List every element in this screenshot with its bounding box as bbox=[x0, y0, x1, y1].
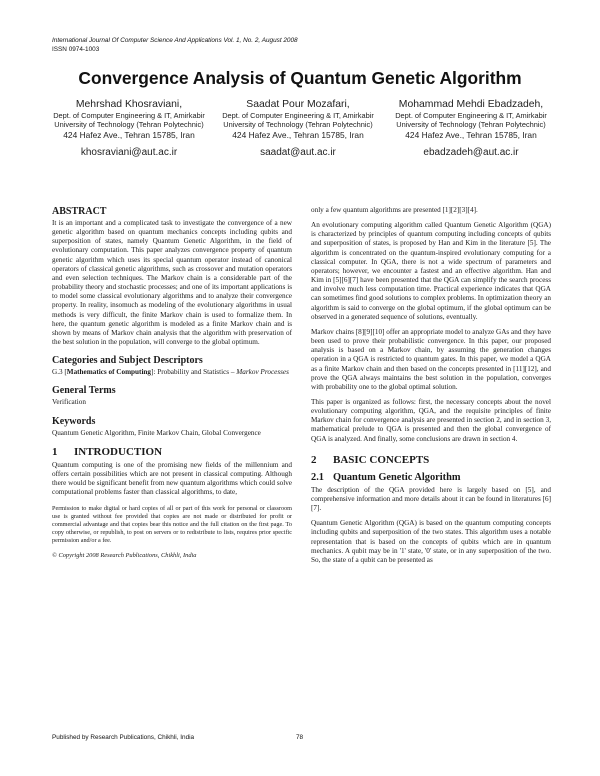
author-block bbox=[212, 98, 384, 159]
paragraph: Quantum Genetic Algorithm (QGA) is based on the quantum computing concepts including qubits and superposition of the two states. This algorithm uses a notable representation that is based on the concepts of qubits which are in quantum mechanics. A qubit may be in '1' state, '0' state, or in any superposition of the two. So, the state of a qubit can be presented as bbox=[311, 519, 551, 564]
footer-publisher: Published by Research Publications, Chikhli, India bbox=[52, 734, 195, 741]
right-column bbox=[311, 206, 551, 571]
journal-header: International Journal Of Computer Science And Applications Vol. 1, No. 2, August 2008 bbox=[52, 37, 298, 44]
author-address: 424 Hafez Ave., Tehran 15785, Iran bbox=[405, 130, 537, 140]
author-email: ebadzadeh@aut.ac.ir bbox=[423, 147, 519, 158]
paragraph: Markov chains [8][9][10] offer an appropriate model to analyze GAs and they have been used to prove their probabilistic convergence. In this paper, our proposed analysis is based on a Markov chain, by assuming the generation changes operation in a QGA is restricted to quantum gates. In this paper, we model a QGA as a finite Markov chain and then based on the concepts presented in [11][12], and prove the QGA always maintains the best solution in the population, converges with probability one to the global optimal solution. bbox=[311, 327, 551, 391]
author-block bbox=[43, 98, 215, 159]
left-column bbox=[52, 206, 292, 566]
subsection-2-1-heading: 2.1 Quantum Genetic Algorithm bbox=[311, 471, 461, 483]
keywords-text: Quantum Genetic Algorithm, Finite Markov Chain, Global Convergence bbox=[52, 428, 261, 437]
abstract-text: It is an important and a complicated task to investigate the convergence of a new genetic algorithm based on quantum mechanics concepts including qubits and superposition of states, namely Quantum Genetic Algorithm, in the field of evolutionary computation. This paper analyzes convergence property of quantum genetic algorithm which uses its special quantum operator instead of canonical operators of classical genetic algorithms, such as crossover and mutation operators and even selection techniques. The Markov chain is a considerable part of the probability theory and stochastic processes; and one of its important applications is to model some classical evolutionary algorithms and to analyze their convergence property. In reality, insomuch as modeling of the evolutionary algorithms in usual methods is very difficult, the finite Markov chain is used to formalize them. In here, the quantum genetic algorithm is modeled as a finite Markov chain and is shown by means of Markov chain analysis that the algorithm with preservation of the best solution in the population, will converge to the global optimum. bbox=[52, 219, 292, 347]
paper-title: Convergence Analysis of Quantum Genetic Algorithm bbox=[78, 68, 522, 88]
author-email: khosraviani@aut.ac.ir bbox=[80, 147, 178, 158]
general-terms-heading: General Terms bbox=[52, 385, 116, 397]
paragraph: The description of the QGA provided here is largely based on [5], and comprehensive information and more details about it can be found in literatures [6][7]. bbox=[311, 485, 551, 513]
abstract-heading: ABSTRACT bbox=[52, 206, 107, 217]
issn: ISSN 0974-1003 bbox=[52, 46, 100, 53]
categories-heading: Categories and Subject Descriptors bbox=[52, 355, 203, 367]
copyright-notice: © Copyright 2008 Research Publications, Chikhli, India bbox=[52, 552, 197, 560]
page-number: 78 bbox=[296, 734, 304, 741]
keywords-heading: Keywords bbox=[52, 415, 96, 427]
categories-text: G.3 [Mathematics of Computing]: Probability and Statistics – Markov Processes bbox=[52, 368, 289, 377]
paragraph: This paper is organized as follows: first, the necessary concepts about the novel evolutionary computing algorithm, QGA, and the requisite principles of finite Markov chain for convergence analysis are presented in section 2, and in section 3, mathematical prelude to QGA is presented and then the global convergence of QGA is analyzed. And finally, some conclusions are drawn in section 4. bbox=[311, 397, 551, 443]
author-block bbox=[385, 98, 557, 159]
author-name: Mohammad Mehdi Ebadzadeh, bbox=[398, 99, 544, 110]
permission-notice: Permission to make digital or hard copies of all or part of this work for personal or classroom use is granted without fee provided that copies are not made or distributed for profit or commercial advantage and that copies bear this notice and the full citation on the first page. To copy otherwise, or republish, to post on servers or to redistribute to lists, requires prior specific permission and/or a fee. bbox=[52, 505, 292, 545]
introduction-heading: 1 INTRODUCTION bbox=[52, 445, 163, 458]
author-address: 424 Hafez Ave., Tehran 15785, Iran bbox=[232, 130, 364, 140]
author-email: saadat@aut.ac.ir bbox=[260, 147, 336, 158]
paragraph: only a few quantum algorithms are presented [1][2][3][4]. bbox=[311, 206, 478, 214]
general-terms-text: Verification bbox=[52, 398, 86, 407]
introduction-text: Quantum computing is one of the promising new fields of the millennium and offers certain possibilities which are not present in classical computing. Although there would be significant benefit from new quantum algorithms which could solve computational problems faster than classical algorithms, to date, bbox=[52, 460, 292, 497]
author-affiliation: Dept. of Computer Engineering & IT, Amirkabir University of Technology (Tehran Polytechnic) bbox=[53, 111, 205, 129]
paragraph: An evolutionary computing algorithm called Quantum Genetic Algorithm (QGA) is characterized by principles of quantum computing including concepts of qubits and superposition of states, is proposed by Han and Kim in the literature [5]. The algorithm is concentrated on the quantum-inspired evolutionary computing for a classical computer. In QGA, there is not a wide spectrum of parameters and operators; however, we encounter a fastest and an effective algorithm. Han and Kim in [5][6][7] have been presented that the QGA can simplify the search process and involve much less computation time. Practical experience indicates that QGA can sometimes find good solutions to complex problems. In optimization theory an algorithm is said to converge on the global optimum, if the global optimum can be observed in a generated sequence of solutions, eventually. bbox=[311, 221, 551, 321]
author-affiliation: Dept. of Computer Engineering & IT, Amirkabir University of Technology (Tehran Polytechnic) bbox=[395, 111, 547, 129]
section-2-heading: 2 BASIC CONCEPTS bbox=[311, 453, 430, 466]
author-affiliation: Dept. of Computer Engineering & IT, Amirkabir University of Technology (Tehran Polytechnic) bbox=[222, 111, 374, 129]
author-address: 424 Hafez Ave., Tehran 15785, Iran bbox=[63, 130, 195, 140]
author-name: Saadat Pour Mozafari, bbox=[246, 99, 350, 110]
author-name: Mehrshad Khosraviani, bbox=[75, 99, 183, 110]
